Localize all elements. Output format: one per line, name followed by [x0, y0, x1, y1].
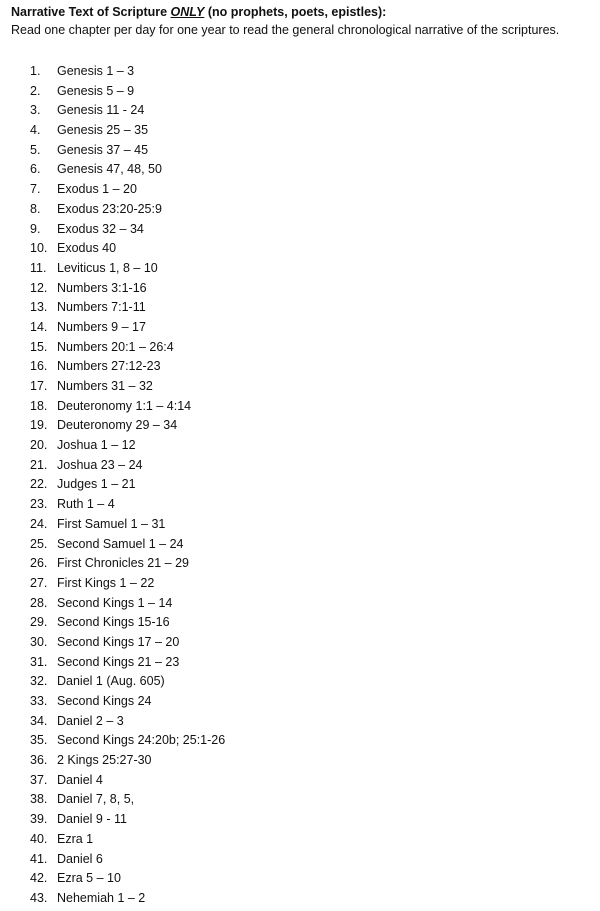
- list-item-number: 12.: [30, 280, 48, 295]
- list-item-text: 2 Kings 25:27-30: [57, 753, 152, 768]
- list-item: [30, 495, 225, 515]
- list-item-number: 4.: [30, 123, 41, 138]
- list-item-number: 29.: [30, 615, 48, 630]
- list-item-number: 25.: [30, 536, 48, 551]
- list-item-text: Daniel 6: [57, 851, 103, 866]
- list-item-number: 35.: [30, 733, 48, 748]
- list-item-text: Exodus 1 – 20: [57, 182, 137, 197]
- list-item: [30, 613, 225, 633]
- list-item: [30, 397, 225, 417]
- list-item-text: Ruth 1 – 4: [57, 497, 115, 512]
- list-item: [30, 298, 225, 318]
- list-item-number: 10.: [30, 241, 48, 256]
- list-item: [30, 672, 225, 692]
- list-item: [30, 515, 225, 535]
- document-subtitle: Read one chapter per day for one year to read the general chronological narrative of the scriptures.: [11, 23, 560, 37]
- list-item-text: Nehemiah 1 – 2: [57, 890, 146, 905]
- list-item-number: 13.: [30, 300, 48, 315]
- list-item: [30, 180, 225, 200]
- list-item-text: Exodus 23:20-25:9: [57, 201, 162, 216]
- list-item: [30, 554, 225, 574]
- list-item-number: 31.: [30, 654, 48, 669]
- list-item-text: Exodus 32 – 34: [57, 221, 144, 236]
- list-item: [30, 220, 225, 240]
- list-item-number: 9.: [30, 221, 41, 236]
- list-item: [30, 712, 225, 732]
- list-item-text: Exodus 40: [57, 241, 117, 256]
- list-item: [30, 259, 225, 279]
- list-item-text: Genesis 11 - 24: [57, 103, 145, 118]
- list-item: [30, 456, 225, 476]
- list-item-text: Genesis 37 – 45: [57, 142, 149, 157]
- list-item-number: 6.: [30, 162, 41, 177]
- list-item-number: 18.: [30, 398, 48, 413]
- list-item-text: Numbers 31 – 32: [57, 379, 153, 393]
- list-item-text: Second Kings 21 – 23: [57, 654, 180, 669]
- title-emphasis: ONLY: [170, 5, 205, 19]
- list-item-number: 15.: [30, 339, 48, 354]
- list-item: [30, 62, 225, 82]
- list-item-number: 26.: [30, 556, 48, 571]
- list-item: [30, 869, 225, 889]
- list-item-number: 17.: [30, 379, 48, 393]
- list-item-number: 42.: [30, 871, 48, 886]
- list-item-number: 20.: [30, 438, 48, 453]
- list-item: [30, 653, 225, 673]
- list-item-text: Judges 1 – 21: [57, 477, 136, 492]
- list-item-text: First Chronicles 21 – 29: [57, 556, 190, 571]
- list-item: [30, 436, 225, 456]
- list-item-number: 27.: [30, 575, 48, 590]
- list-item-text: Numbers 9 – 17: [57, 319, 146, 334]
- list-item-text: Ezra 1: [57, 831, 94, 846]
- list-item: [30, 318, 225, 338]
- list-item-number: 16.: [30, 359, 48, 374]
- list-item-number: 40.: [30, 831, 48, 846]
- list-item-text: Daniel 7, 8, 5,: [57, 792, 135, 807]
- list-item-text: Numbers 20:1 – 26:4: [57, 339, 174, 354]
- list-item-text: First Samuel 1 – 31: [57, 516, 166, 531]
- list-item-number: 28.: [30, 595, 48, 610]
- list-item-text: First Kings 1 – 22: [57, 575, 155, 590]
- list-item: [30, 830, 225, 850]
- list-item-text: Second Kings 17 – 20: [57, 634, 180, 649]
- list-item-text: Genesis 25 – 35: [57, 123, 149, 138]
- list-item: [30, 633, 225, 653]
- list-item-number: 22.: [30, 477, 48, 492]
- list-item-number: 23.: [30, 497, 48, 512]
- list-item: [30, 279, 225, 299]
- list-item: [30, 850, 225, 870]
- document-title: [11, 4, 596, 21]
- list-item-number: 3.: [30, 103, 41, 118]
- list-item: [30, 357, 225, 377]
- list-item-number: 32.: [30, 674, 48, 689]
- list-item: [30, 751, 225, 771]
- title-text-start: Narrative Text of Scripture: [11, 5, 171, 19]
- list-item-text: Numbers 27:12-23: [57, 359, 161, 374]
- list-item-text: Second Samuel 1 – 24: [57, 536, 184, 551]
- list-item-text: Second Kings 24: [57, 694, 152, 708]
- list-item: [30, 692, 225, 712]
- list-item-text: Daniel 4: [57, 772, 103, 787]
- list-item-text: Genesis 1 – 3: [57, 64, 135, 78]
- list-item-number: 11.: [30, 260, 47, 275]
- list-item-text: Deuteronomy 29 – 34: [57, 418, 178, 433]
- list-item-text: Numbers 3:1-16: [57, 280, 147, 295]
- list-item: [30, 377, 225, 397]
- list-item: [30, 810, 225, 830]
- list-item-number: 41.: [30, 851, 48, 866]
- list-item-number: 43.: [30, 890, 48, 905]
- list-item-number: 30.: [30, 634, 48, 649]
- list-item-text: Joshua 1 – 12: [57, 438, 136, 453]
- list-item-text: Second Kings 15-16: [57, 615, 170, 630]
- list-item-text: Second Kings 1 – 14: [57, 595, 173, 610]
- list-item-text: Second Kings 24:20b; 25:1-26: [57, 733, 226, 748]
- list-item-number: 37.: [30, 772, 48, 787]
- list-item: [30, 121, 225, 141]
- list-item-text: Daniel 2 – 3: [57, 713, 124, 728]
- list-item: [30, 239, 225, 259]
- list-item-number: 2.: [30, 83, 41, 98]
- list-item: [30, 731, 225, 751]
- list-item-number: 1.: [30, 64, 41, 78]
- list-item-number: 34.: [30, 713, 48, 728]
- list-item-number: 14.: [30, 319, 48, 334]
- list-item-text: Joshua 23 – 24: [57, 457, 143, 472]
- list-item-number: 5.: [30, 142, 41, 157]
- list-item-text: Genesis 47, 48, 50: [57, 162, 162, 177]
- list-item-number: 33.: [30, 694, 48, 708]
- list-item-number: 21.: [30, 457, 48, 472]
- list-item: [30, 416, 225, 436]
- list-item-number: 8.: [30, 201, 41, 216]
- list-item-number: 7.: [30, 182, 41, 197]
- list-item-number: 38.: [30, 792, 48, 807]
- reading-list: [30, 62, 225, 909]
- list-item-text: Leviticus 1, 8 – 10: [57, 260, 158, 275]
- list-item-text: Daniel 9 - 11: [57, 812, 127, 827]
- list-item-number: 39.: [30, 812, 48, 827]
- list-item: [30, 101, 225, 121]
- list-item-number: 36.: [30, 753, 48, 768]
- list-item-text: Numbers 7:1-11: [57, 300, 146, 315]
- document-header: [11, 4, 596, 39]
- list-item: [30, 160, 225, 180]
- list-item-number: 19.: [30, 418, 48, 433]
- list-item: [30, 82, 225, 102]
- title-text-end: (no prophets, poets, epistles):: [204, 5, 387, 19]
- list-item: [30, 574, 225, 594]
- list-item: [30, 889, 225, 909]
- list-item: [30, 535, 225, 555]
- list-item: [30, 790, 225, 810]
- list-item: [30, 594, 225, 614]
- list-item-text: Deuteronomy 1:1 – 4:14: [57, 398, 192, 413]
- list-item: [30, 141, 225, 161]
- list-item-number: 24.: [30, 516, 48, 531]
- list-item: [30, 771, 225, 791]
- list-item-text: Daniel 1 (Aug. 605): [57, 674, 165, 689]
- list-item-text: Ezra 5 – 10: [57, 871, 121, 886]
- list-item: [30, 200, 225, 220]
- list-item: [30, 475, 225, 495]
- list-item: [30, 338, 225, 358]
- list-item-text: Genesis 5 – 9: [57, 83, 135, 98]
